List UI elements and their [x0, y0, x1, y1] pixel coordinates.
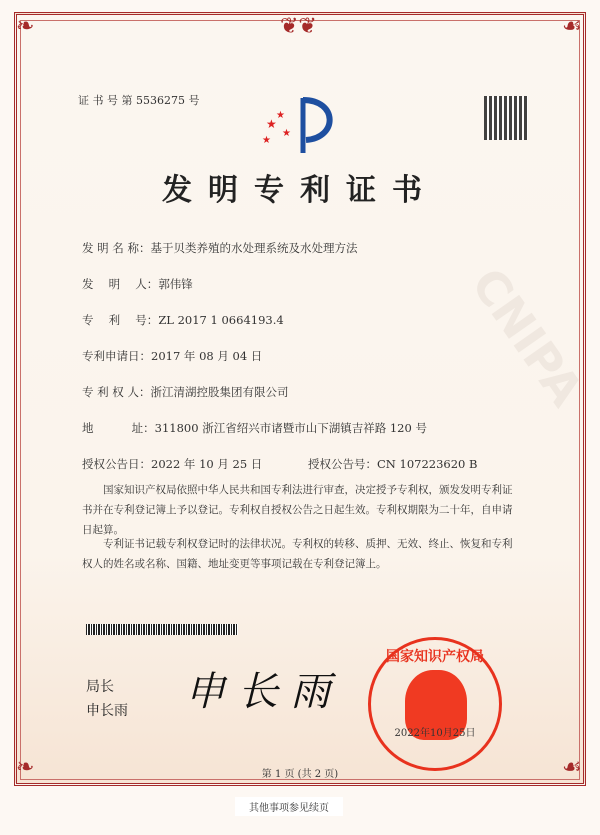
field-application-date: 专利申请日：2017 年 08 月 04 日: [82, 349, 263, 363]
field-patentee: 专 利 权 人：浙江清湖控股集团有限公司: [82, 385, 289, 399]
page-indicator: 第 1 页 (共 2 页): [261, 769, 339, 780]
ornament-corner-br: ☙: [562, 755, 582, 780]
svg-text:★: ★: [266, 117, 277, 131]
field-invention-name: 发 明 名 称：基于贝类养殖的水处理系统及水处理方法: [82, 241, 358, 255]
ornament-corner-tl: ❧: [16, 14, 35, 39]
cnipa-logo: [258, 88, 348, 158]
official-seal: [368, 637, 502, 771]
field-patent-number: 专 利 号：ZL 2017 1 0664193.4: [82, 313, 284, 327]
svg-text:★: ★: [262, 135, 271, 146]
ornament-corner-tr: ☙: [562, 14, 582, 39]
field-grant-date: 授权公告日：2022 年 10 月 25 日: [82, 457, 263, 471]
footer-note: 其他事项参见续页: [235, 797, 343, 816]
field-address: 地 址：311800 浙江省绍兴市诸暨市山下湖镇吉祥路 120 号: [82, 421, 427, 435]
svg-text:★: ★: [282, 128, 291, 139]
seal-text: 国家知识产权局: [386, 649, 484, 665]
field-inventor: 发 明 人：郭伟锋: [82, 277, 193, 291]
ornament-top: ❦❦: [280, 14, 317, 39]
ornament-corner-bl: ❧: [16, 755, 35, 780]
certificate-number: 证 书 号 第 5536275 号: [78, 94, 200, 107]
barcode: [86, 624, 238, 635]
statement-paragraph-1: 国家知识产权局依照中华人民共和国专利法进行审查，决定授予专利权，颁发发明专利证书并在专利登记簿上予以登记。专利权自授权公告之日起生效。专利权期限为二十年，自申请日起算。: [82, 484, 513, 536]
certificate-title: 发明专利证书: [162, 173, 438, 208]
svg-text:★: ★: [276, 110, 285, 121]
watermark: CNIPA: [460, 258, 594, 416]
seal-date: 2022年10月25日: [394, 728, 476, 739]
director-title: 局长: [86, 679, 114, 695]
qr-code: [484, 96, 528, 140]
director-signature: 申 长 雨: [185, 669, 331, 715]
field-publication-number: 授权公告号：CN 107223620 B: [308, 457, 478, 471]
statement-paragraph-2: 专利证书记载专利权登记时的法律状况。专利权的转移、质押、无效、终止、恢复和专利权人的姓名或名称、国籍、地址变更等事项记载在专利登记簿上。: [82, 538, 513, 570]
director-name: 申长雨: [86, 703, 128, 719]
